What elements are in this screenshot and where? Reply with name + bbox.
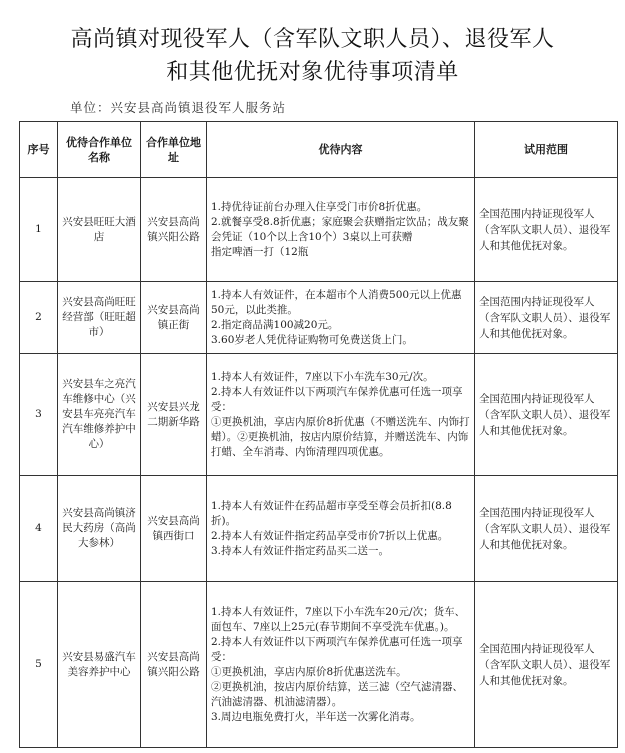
table-row	[20, 476, 618, 582]
header-content: 优待内容	[207, 122, 475, 178]
row-scope: 全国范围内持证现役军人（含军队文职人员）、退役军人和其他优抚对象。	[475, 354, 618, 476]
row-partner: 兴安县高尚镇济民大药房（高尚大参林）	[58, 476, 141, 582]
row-no: 1	[20, 178, 58, 282]
row-partner: 兴安县旺旺大酒店	[58, 178, 141, 282]
content-line: ①更换机油，享店内原价8折优惠（不赠送洗车、内饰打蜡）。②更换机油，按店内原价结算，并赠送洗车、内饰打蜡、全车消毒、内饰清理四项优惠。	[211, 415, 470, 458]
table-row	[20, 582, 618, 748]
table-row	[20, 354, 618, 476]
content-line: 1.持本人有效证件在药品超市享受至尊会员折扣(8.8折)。	[211, 499, 452, 527]
content-line: 1.持本人有效证件，7座以下小车洗车30元/次。	[211, 370, 434, 383]
row-address: 兴安县高尚镇正街	[141, 282, 207, 354]
row-content	[207, 476, 475, 582]
row-address: 兴安县高尚镇兴阳公路	[141, 582, 207, 748]
content-line: 2.持本人有效证件指定药品享受市价7折以上优惠。	[211, 529, 449, 542]
row-no: 5	[20, 582, 58, 748]
row-content	[207, 282, 475, 354]
row-scope: 全国范围内持证现役军人（含军队文职人员）、退役军人和其他优抚对象。	[475, 282, 618, 354]
content-line: 指定啤酒一打（12瓶	[211, 245, 309, 258]
header-scope: 试用范围	[475, 122, 618, 178]
row-partner: 兴安县高尚旺旺经营部（旺旺超市）	[58, 282, 141, 354]
header-partner: 优待合作单位名称	[58, 122, 141, 178]
content-line: 3.周边电瓶免费打火，半年送一次雾化消毒。	[211, 710, 421, 723]
content-line: 3.持本人有效证件指定药品买二送一。	[211, 544, 390, 557]
table-row	[20, 282, 618, 354]
row-scope: 全国范围内持证现役军人（含军队文职人员）、退役军人和其他优抚对象。	[475, 476, 618, 582]
row-partner: 兴安县易盛汽车美容养护中心	[58, 582, 141, 748]
content-line: 3.60岁老人凭优待证购物可免费送货上门。	[211, 333, 413, 346]
row-content	[207, 582, 475, 748]
content-line: 2.持本人有效证件以下两项汽车保养优惠可任选一项享受：	[211, 385, 463, 413]
row-content	[207, 354, 475, 476]
row-no: 4	[20, 476, 58, 582]
content-line: 2.指定商品满100减20元。	[211, 318, 339, 331]
row-partner: 兴安县车之亮汽车维修中心（兴安县车亮亮汽车汽车维修养护中心）	[58, 354, 141, 476]
row-no: 3	[20, 354, 58, 476]
content-line: 1.持优待证前台办理入住享受门市价8折优惠。	[211, 200, 428, 213]
content-line: ①更换机油，享店内原价8折优惠送洗车。	[211, 665, 407, 678]
content-line: 2.持本人有效证件以下两项汽车保养优惠可任选一项享受：	[211, 635, 463, 663]
page-subtitle: 和其他优抚对象优待事项清单	[166, 60, 459, 85]
table-header-row	[20, 122, 618, 178]
row-no: 2	[20, 282, 58, 354]
content-line: 1.持本人有效证件，7座以下小车洗车20元/次；货车、面包车、7座以上25元(春节期间不享受洗车优惠。)。	[211, 605, 466, 633]
row-address: 兴安县高尚镇西街口	[141, 476, 207, 582]
benefits-table	[19, 121, 618, 748]
row-scope: 全国范围内持证现役军人（含军队文职人员）、退役军人和其他优抚对象。	[475, 178, 618, 282]
content-line: ②更换机油，按店内原价结算，送三滤（空气滤清器、汽油滤清器、机油滤清器）。	[211, 680, 463, 708]
header-address: 合作单位地 址	[141, 122, 207, 178]
page-title: 高尚镇对现役军人（含军队文职人员）、退役军人	[70, 27, 555, 52]
content-line: 2.就餐享受8.8折优惠；家庭聚会获赠指定饮品；战友聚会凭证（10个以上含10个）3桌以上可获赠	[211, 215, 469, 243]
row-scope: 全国范围内持证现役军人（含军队文职人员）、退役军人和其他优抚对象。	[475, 582, 618, 748]
header-no: 序号	[20, 122, 58, 178]
row-content	[207, 178, 475, 282]
unit-label: 单位：兴安县高尚镇退役军人服务站	[70, 100, 287, 115]
table-row	[20, 178, 618, 282]
content-line: 1.持本人有效证件，在本超市个人消费500元以上优惠50元，以此类推。	[211, 288, 462, 316]
row-address: 兴安县高尚镇兴阳公路	[141, 178, 207, 282]
row-address: 兴安县兴龙二期新华路	[141, 354, 207, 476]
